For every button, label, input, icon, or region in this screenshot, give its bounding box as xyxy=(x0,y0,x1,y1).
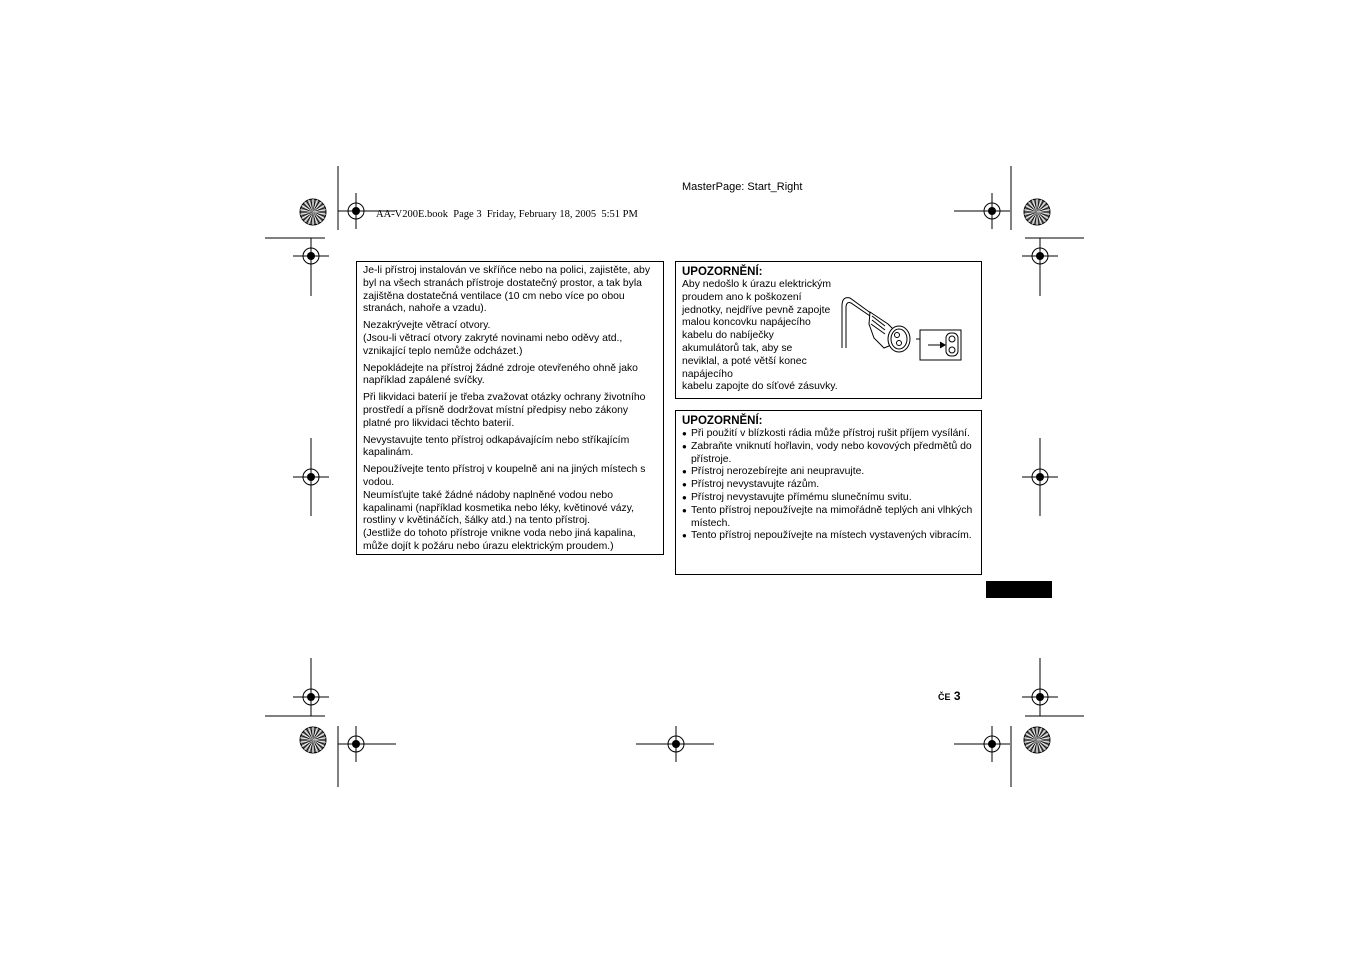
note-paragraph: Při likvidaci baterií je třeba zvažovat otázky ochrany životního prostředí a přísně dodržovat místní předpisy nebo zákony platné pro likvidaci těchto baterií. xyxy=(363,392,646,429)
note-paragraph: Nezakrývejte větrací otvory. (Jsou-li větrací otvory zakryté novinami nebo oděvy atd., vznikající teplo nemůže odcházet.) xyxy=(363,320,623,357)
page-number xyxy=(938,689,961,703)
list-item: ● Přístroj nevystavujte rázům. xyxy=(682,479,975,492)
color-wheel-mark xyxy=(1024,199,1050,225)
list-item: ● Přístroj nevystavujte přímému slunečnímu svitu. xyxy=(682,492,975,505)
note-paragraph: Nepoužívejte tento přístroj v koupelně ani na jiných místech s vodou. Neumísťujte také žádné nádoby naplněné vodou nebo kapalinami (například kosmetika nebo léky, květinové vázy, rostliny v květináčích, šálky atd.) na tento přístroj. (Jestliže do tohoto přístroje vnikne voda nebo jiná kapalina, může dojít k požáru nebo úrazu elektrickým proudem.) xyxy=(363,464,646,552)
language-code: ČE xyxy=(938,692,951,702)
caution-cord-text-end: kabelu zapojte do síťové zásuvky. xyxy=(682,381,838,393)
safety-notes-box xyxy=(356,261,664,555)
list-item: ● Přístroj nerozebírejte ani neupravujte. xyxy=(682,466,975,479)
page-number-value: 3 xyxy=(953,689,961,703)
color-wheel-mark xyxy=(1024,727,1050,753)
list-item: ● Tento přístroj nepoužívejte na místech vystavených vibracím. xyxy=(682,530,975,543)
caution-heading: UPOZORNĚNÍ: xyxy=(682,266,763,278)
list-item: ● Tento přístroj nepoužívejte na mimořádně teplých ani vlhkých místech. xyxy=(682,505,975,531)
master-page-label: MasterPage: Start_Right xyxy=(682,181,803,193)
caution-heading: UPOZORNĚNÍ: xyxy=(682,415,763,427)
language-tab-marker xyxy=(986,581,1052,598)
note-paragraph: Nepokládejte na přístroj žádné zdroje otevřeného ohně jako například zapálené svíčky. xyxy=(363,362,638,387)
list-item: ● Při použití v blízkosti rádia může přístroj rušit příjem vysílání. xyxy=(682,428,975,441)
power-cord-plug-icon xyxy=(836,292,971,374)
note-paragraph: Je-li přístroj instalován ve skříňce nebo na polici, zajistěte, aby byl na všech stranách přístroje dostatečný prostor, a tak byla zajištěna dostatečná ventilace (10 cm nebo více po obou stranách, nahoře a vzadu). xyxy=(363,265,651,315)
color-wheel-mark xyxy=(300,727,326,753)
caution-cord-text: Aby nedošlo k úrazu elektrickým proudem ano k poškození jednotky, nejdříve pevně zapojte malou koncovku napájecího kabelu do nabíječky akumulátorů tak, aby se neviklal, a poté větší konec napájecího xyxy=(682,279,831,380)
caution-power-cord-box xyxy=(675,261,982,399)
list-item: ● Zabraňte vniknutí hořlavin, vody nebo kovových předmětů do přístroje. xyxy=(682,441,975,467)
color-wheel-mark xyxy=(300,199,326,225)
caution-list xyxy=(682,428,975,543)
book-info-line: AA-V200E.book Page 3 Friday, February 18, 2005 5:51 PM xyxy=(376,209,638,220)
note-paragraph: Nevystavujte tento přístroj odkapávajícím nebo stříkajícím kapalinám. xyxy=(363,434,630,459)
caution-list-box xyxy=(675,410,982,575)
